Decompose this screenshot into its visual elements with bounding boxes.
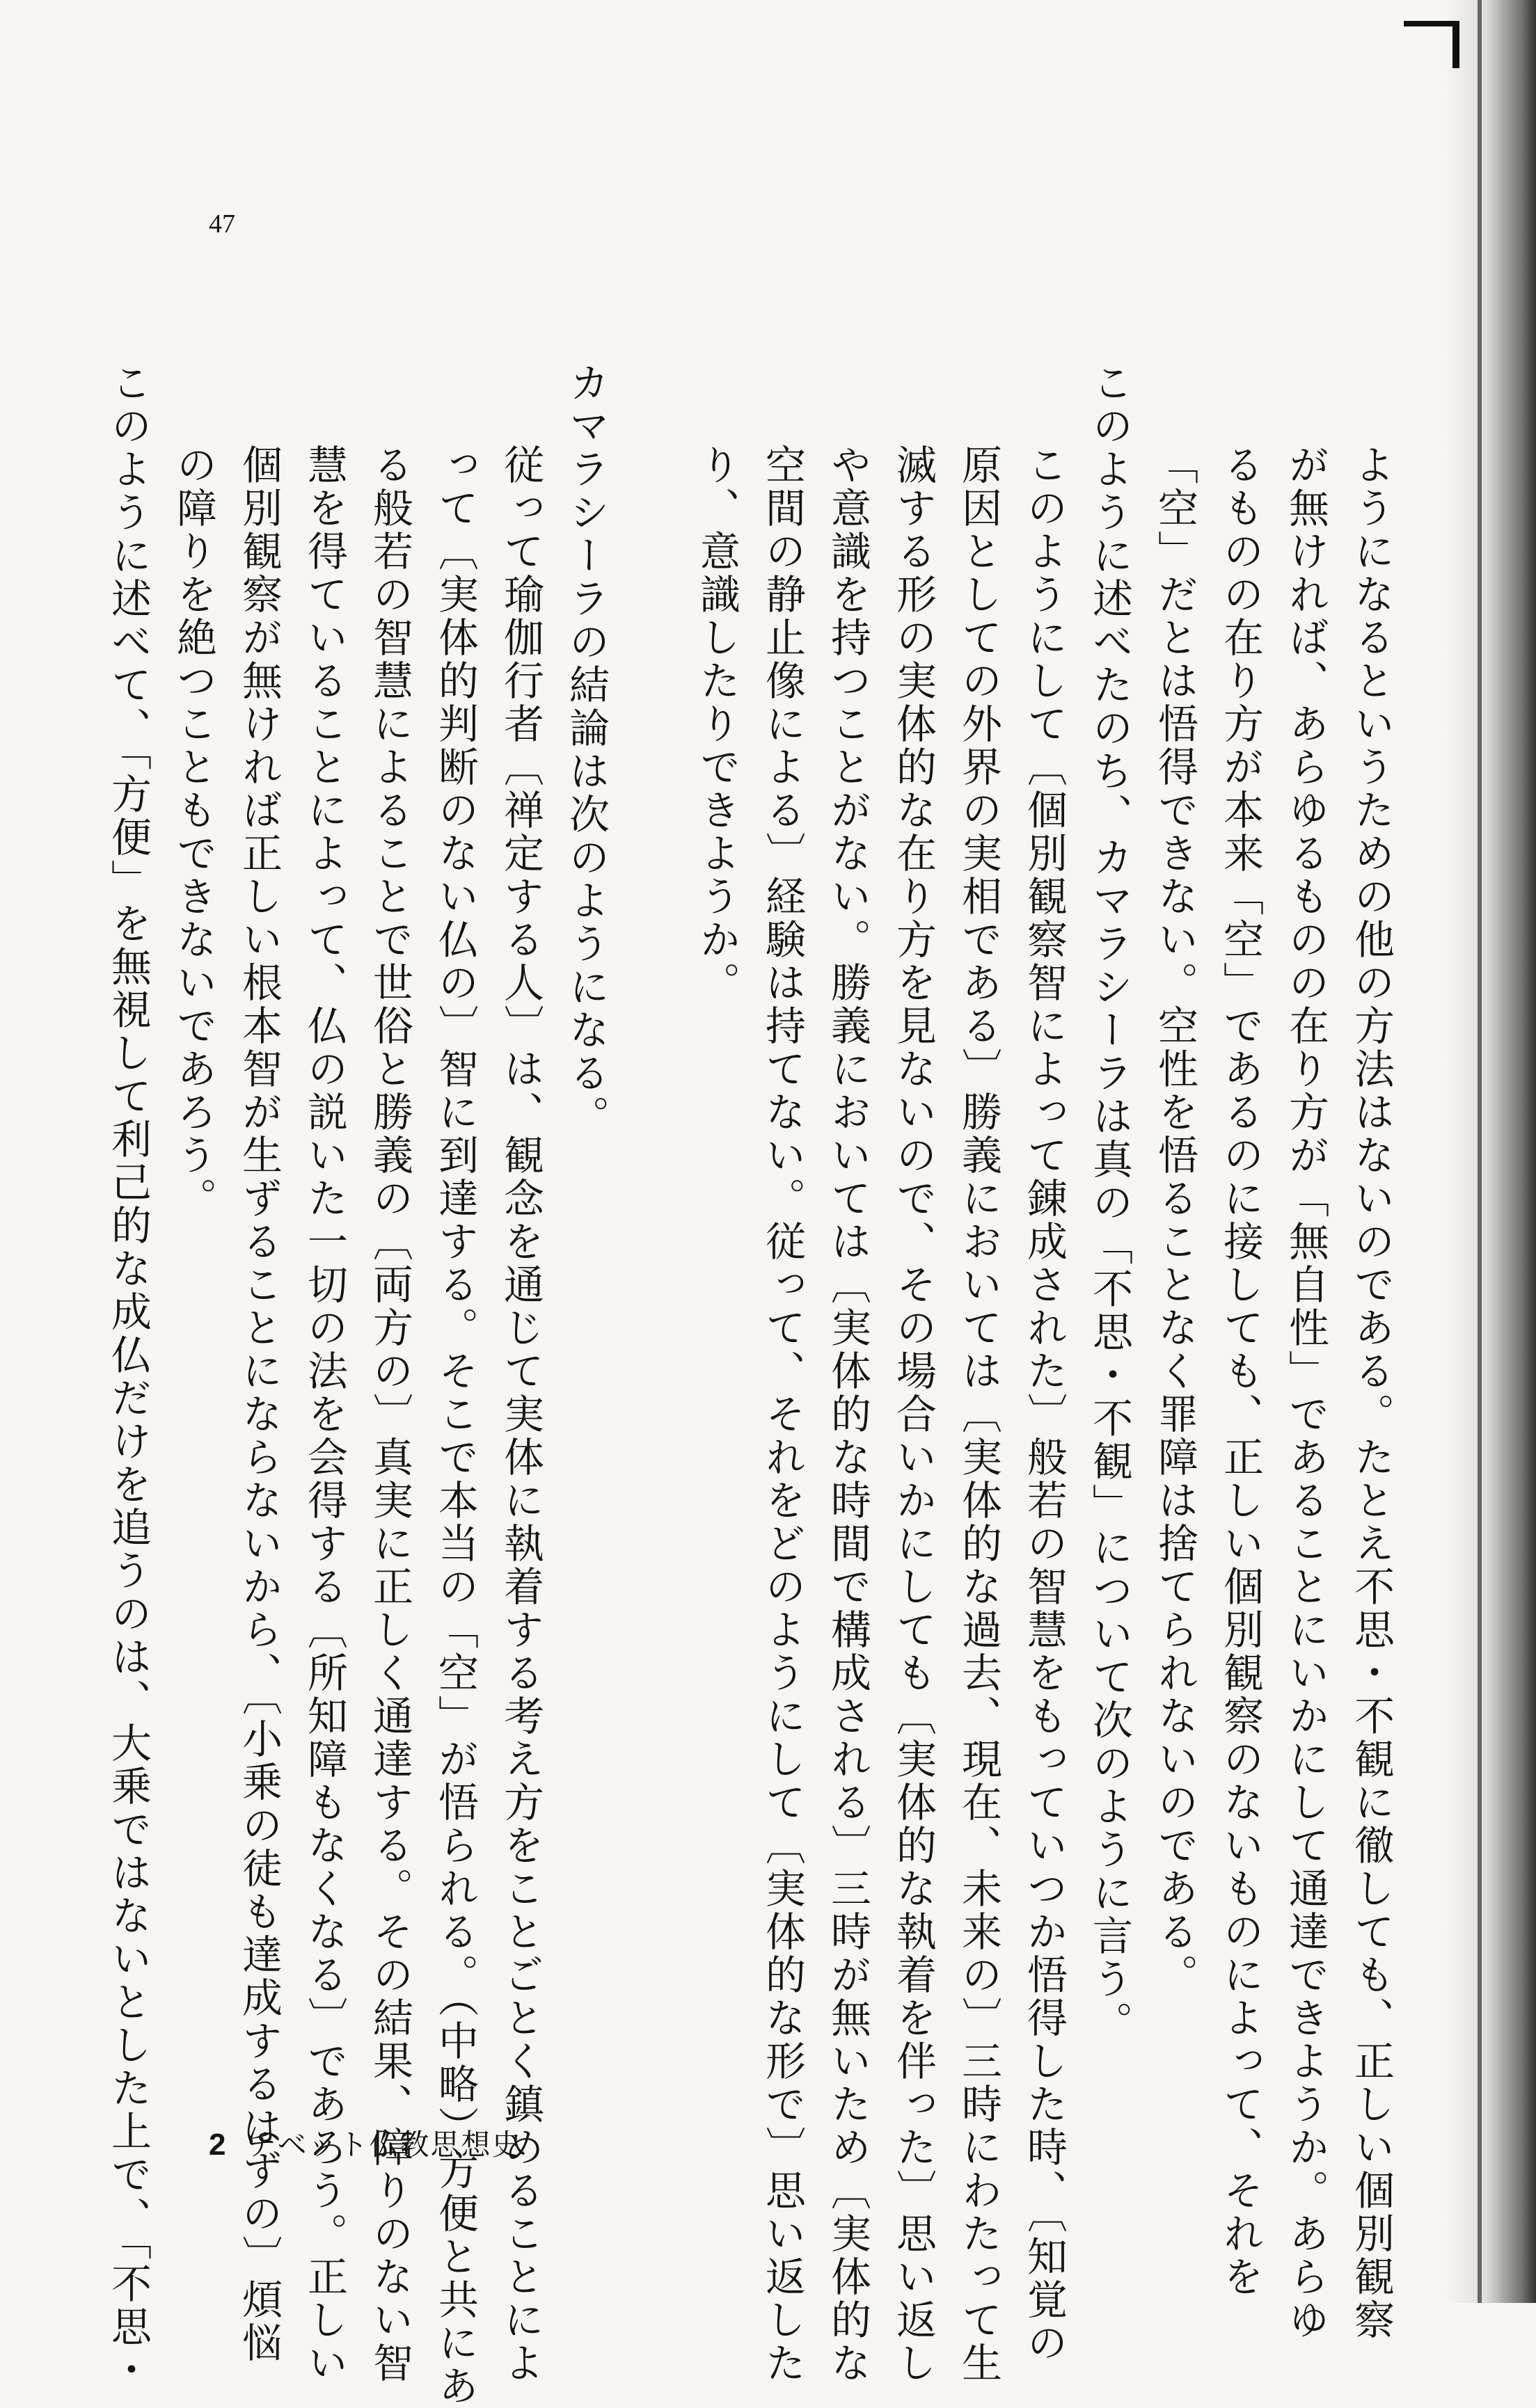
running-footer (209, 2122, 523, 2164)
page-edge-shadow (1446, 0, 1536, 2303)
text-column-13: カマラシーラの結論は次のようになる。 (562, 362, 610, 1138)
text-column-8: 滅する形の実体的な在り方を見ないので、その場合いかにしても〔実体的な執着を伴った〕思い返し (889, 444, 937, 2385)
text-column-9: や意識を持つことがない。勝義においては〔実体的な時間で構成される〕三時が無いため〔実体的な (824, 444, 871, 2385)
text-column-14: 従って瑜伽行者〔禅定する人〕は、観念を通じて実体に執着する考え方をことごとく鎮めることによ (497, 444, 544, 2385)
text-column-1: ようになるというための他の方法はないのである。たとえ不思・不観に徹しても、正しい個別観察 (1347, 444, 1395, 2342)
page-edge-line (1478, 0, 1482, 2303)
text-column-15: って〔実体的判断のない仏の〕智に到達する。そこで本当の「空」が悟られる。（中略）方便と共にあ (431, 444, 479, 2408)
crop-mark (1404, 21, 1459, 68)
text-column-18: 個別観察が無ければ正しい根本智が生ずることにならないから、〔小乗の徒も達成するはずの〕煩悩 (235, 444, 283, 2365)
text-column-4: 「空」だとは悟得できない。空性を悟ることなく罪障は捨てられないのである。 (1151, 444, 1198, 1997)
text-column-3: るものの在り方が本来「空」であるのに接しても、正しい個別観察のないものによって、それを (1217, 444, 1264, 2299)
text-column-7: 原因としての外界の実相である〕勝義においては〔実体的な過去、現在、未来の〕三時にわたって生 (955, 444, 1002, 2385)
page-number: 47 (209, 209, 235, 239)
text-column-10: 空間の静止像による〕経験は持てない。従って、それをどのようにして〔実体的な形で〕思い返した (759, 444, 806, 2385)
text-column-19: の障りを絶つこともできないであろう。 (170, 444, 217, 1220)
text-column-16: る般若の智慧によることで世俗と勝義の〔両方の〕真実に正しく通達する。その結果、障りのない智 (366, 444, 413, 2385)
text-column-5: このように述べたのち、カマラシーラは真の「不思・不観」について次のように言う。 (1086, 362, 1133, 2044)
text-column-11: り、意識したりできようか。 (693, 444, 741, 1005)
text-column-17: 慧を得ていることによって、仏の説いた一切の法を会得する〔所知障もなくなる〕であろう。正しい (301, 444, 348, 2385)
blank-column (619, 362, 684, 2122)
text-column-6: このようにして〔個別観察智によって錬成された〕般若の智慧をもっていつか悟得した時、〔知覚の (1020, 444, 1068, 2365)
text-column-2: が無ければ、あらゆるものの在り方が「無自性」であることにいかにして通達できようか。あらゆ (1282, 444, 1329, 2342)
text-column-20: このように述べて、「方便」を無視して利己的な成仏だけを追うのは、大乗ではないとした上で、「不思・ (104, 362, 152, 2392)
chapter-number: 2 (209, 2128, 226, 2162)
chapter-title: チベット仏教思想史 (246, 2128, 523, 2162)
